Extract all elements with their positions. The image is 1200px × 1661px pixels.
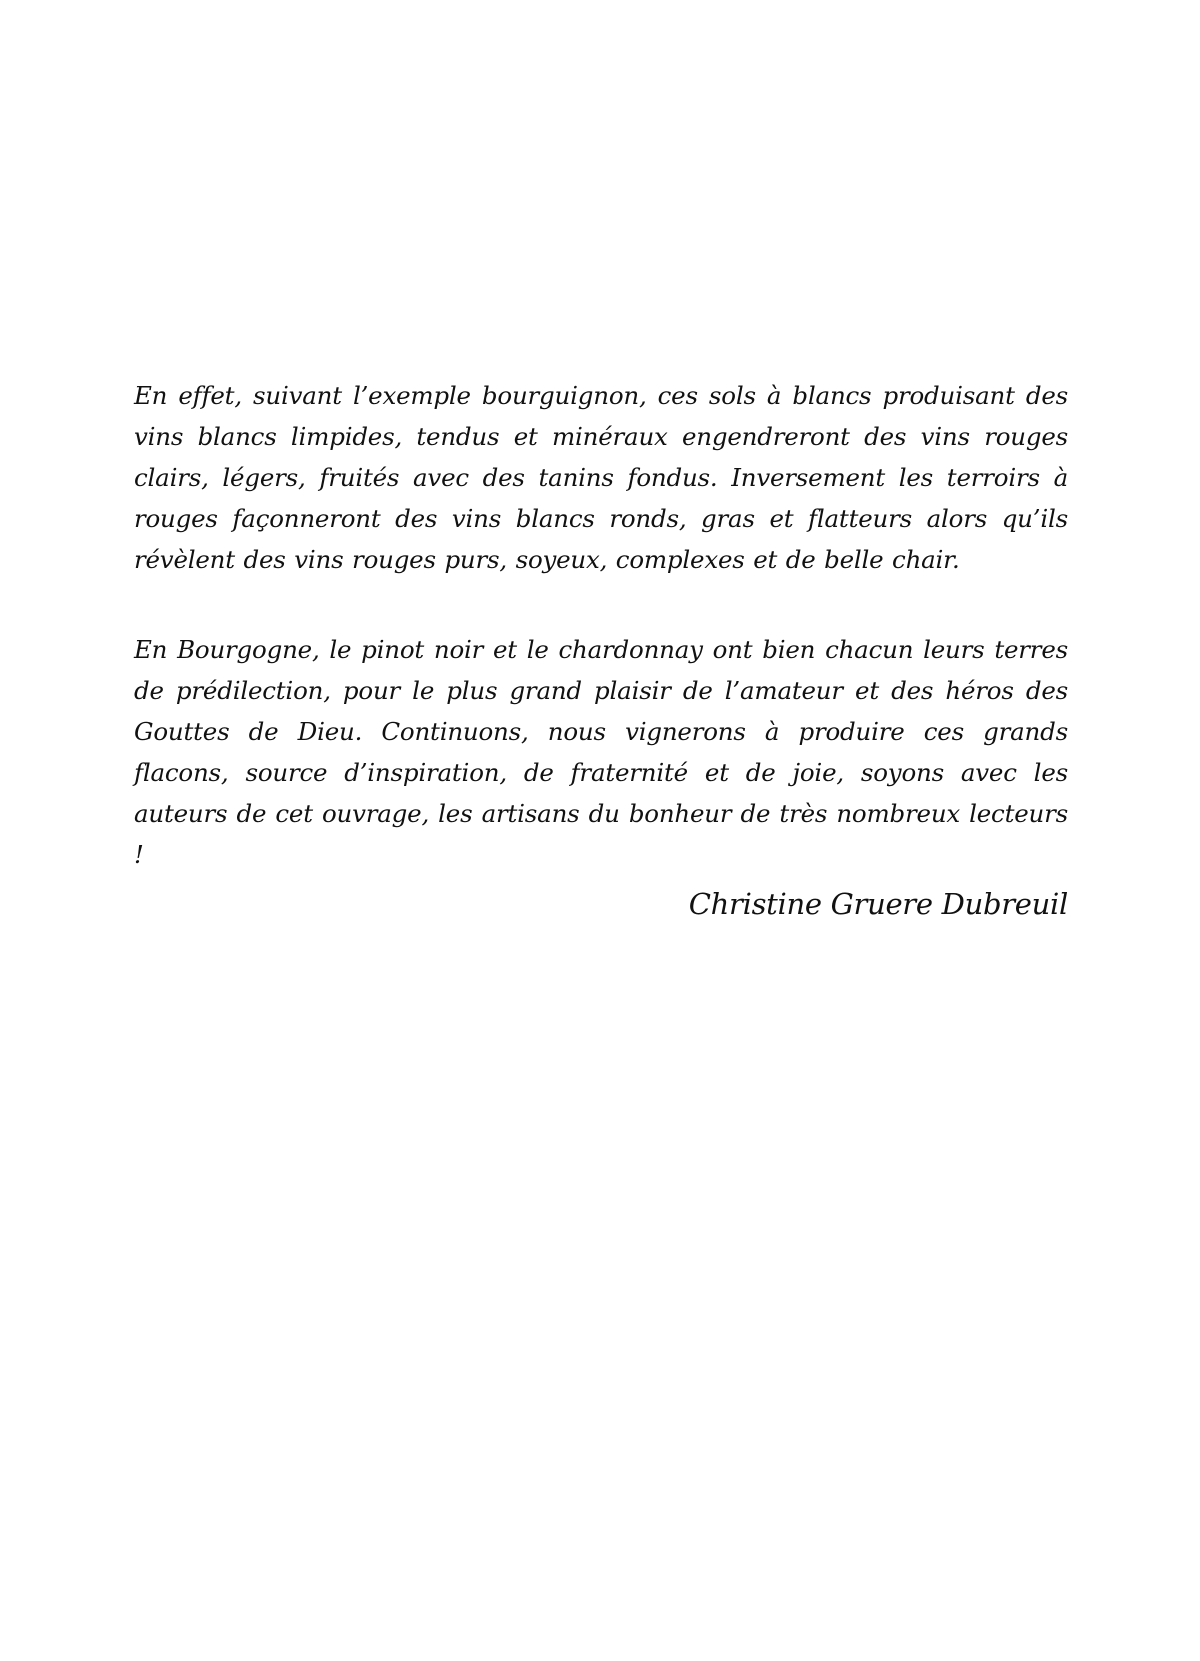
author-signature: Christine Gruere Dubreuil	[688, 887, 1068, 921]
paragraph-1: En effet, suivant l’exemple bourguignon, ces sols à blancs produisant des vins blancs limpides, tendus et minéraux engendreront des vins rouges clairs, légers, fruités avec des tanins fondus. Inversement les terroirs à rouges façonneront des vins blancs ronds, gras et flatteurs alors qu’ils révèlent des vins rouges purs, soyeux, complexes et de belle chair.	[134, 380, 1068, 574]
paragraph-2: En Bourgogne, le pinot noir et le chardonnay ont bien chacun leurs terres de prédilection, pour le plus grand plaisir de l’amateur et des héros des Gouttes de Dieu. Continuons, nous vignerons à produire ces grands flacons, source d’inspiration, de fraternité et de joie, soyons avec les auteurs de cet ouvrage, les artisans du bonheur de très nombreux lecteurs !	[134, 634, 1068, 869]
